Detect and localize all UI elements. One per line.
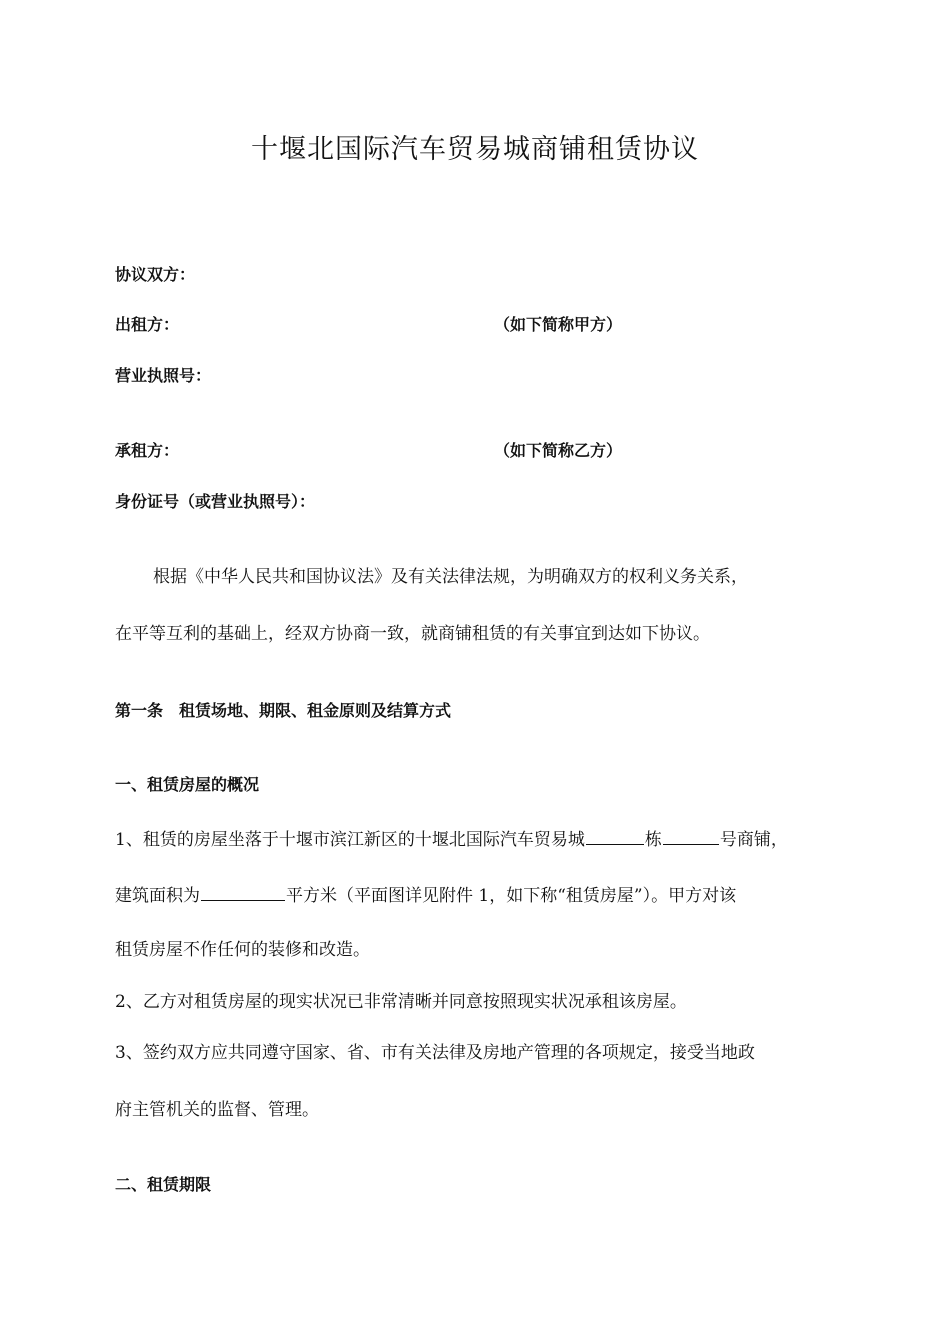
preamble-line-1: 根据《中华人民共和国协议法》及有关法律法规，为明确双方的权利义务关系， (153, 567, 748, 587)
item-1-line-2 (115, 882, 736, 907)
item-3-line-1: 3、签约双方应共同遵守国家、省、市有关法律及房地产管理的各项规定，接受当地政 (115, 1043, 755, 1063)
building-number-blank[interactable] (586, 826, 644, 845)
item-1-line-3: 租赁房屋不作任何的装修和改造。 (115, 940, 370, 960)
item-1-text-a: 1、租赁的房屋坐落于十堰市滨江新区的十堰北国际汽车贸易城 (115, 830, 585, 850)
area-blank[interactable] (201, 882, 285, 901)
parties-heading: 协议双方： (115, 265, 196, 284)
lessor-label: 出租方： (115, 315, 180, 334)
item-1-line-2-text-b: 平方米（平面图详见附件 1，如下称“租赁房屋”）。甲方对该 (286, 886, 737, 906)
license-label: 营业执照号： (115, 366, 212, 385)
lessee-note: （如下简称乙方） (494, 441, 623, 460)
item-2: 2、乙方对租赁房屋的现实状况已非常清晰并同意按照现实状况承租该房屋。 (115, 992, 687, 1012)
id-label: 身份证号（或营业执照号）： (115, 492, 316, 511)
lessor-note: （如下简称甲方） (494, 315, 623, 334)
section-2-heading: 二、租赁期限 (115, 1175, 212, 1194)
shop-number-blank[interactable] (663, 826, 719, 845)
item-3-line-2: 府主管机关的监督、管理。 (115, 1100, 319, 1120)
article-1-heading: 第一条 租赁场地、期限、租金原则及结算方式 (115, 701, 452, 720)
section-1-heading: 一、租赁房屋的概况 (115, 775, 260, 794)
item-1-line-1 (115, 826, 788, 851)
item-1-text-b: 栋 (644, 830, 662, 850)
lessee-label: 承租方： (115, 441, 180, 460)
preamble-line-2: 在平等互利的基础上，经双方协商一致，就商铺租赁的有关事宜到达如下协议。 (115, 624, 710, 644)
document-title: 十堰北国际汽车贸易城商铺租赁协议 (251, 134, 699, 165)
item-1-line-2-text-a: 建筑面积为 (115, 886, 200, 906)
item-1-text-c: 号商铺， (719, 830, 788, 850)
